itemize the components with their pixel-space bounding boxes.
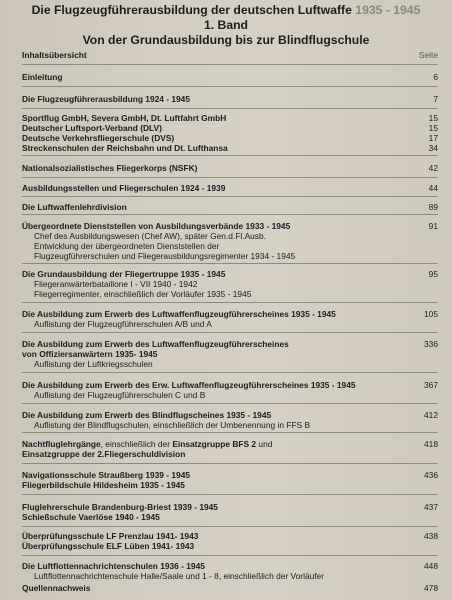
entry-title: Deutsche Verkehrsfliegerschule (DVS) (22, 133, 175, 143)
entry-page: 436 (424, 470, 438, 480)
entry-subtitle: Auflistung der Flugzeugführerschulen C und B (34, 390, 206, 400)
entry-title: Sportflug GmbH, Severa GmbH, Dt. Luftfahrt GmbH (22, 113, 227, 123)
document-header (0, 0, 452, 48)
entry-page: 15 (428, 113, 438, 123)
divider (22, 196, 438, 197)
entry-title: Fliegerbildschule Hildesheim 1935 - 1945 (22, 480, 185, 490)
entry-page: 418 (424, 439, 438, 449)
divider (22, 372, 438, 373)
entry-page: 42 (428, 163, 438, 173)
entry-title: Einleitung (22, 72, 63, 82)
entry-page: 448 (424, 561, 438, 571)
entry-title: Die Grundausbildung der Fliegertruppe 1935 - 1945 (22, 269, 226, 279)
entry-subtitle: Chef des Ausbildungswesen (Chef AW), später Gen.d.Fl.Ausb. (34, 231, 266, 241)
entry-page: 336 (424, 339, 438, 349)
entry-title: Die Luftflottennachrichtenschulen 1936 - 1945 (22, 561, 205, 571)
entry-title-normal: und (256, 439, 273, 449)
entry-title: Einsatzgruppe der 2.Fliegerschuldivision (22, 449, 186, 459)
divider (22, 64, 438, 65)
entry-title: Die Ausbildung zum Erwerb des Luftwaffenflugzeugführerscheines 1935 - 1945 (22, 309, 336, 319)
divider (22, 463, 438, 464)
entry-page: 17 (428, 133, 438, 143)
divider (22, 214, 438, 215)
entry-title: Die Flugzeugführerausbildung 1924 - 1945 (22, 94, 191, 104)
divider (22, 432, 438, 433)
entry-title: Nationalsozialistisches Fliegerkorps (NSFK) (22, 163, 198, 173)
entry-title: Navigationsschule Straußberg 1939 - 1945 (22, 470, 191, 480)
entry-page: 105 (424, 309, 438, 319)
entry-title-bold: Einsatzgruppe BFS 2 (172, 439, 257, 449)
entry-title: Die Luftwaffenlehrdivision (22, 202, 127, 212)
entry-title (22, 439, 408, 449)
entry-subtitle: Entwicklung der übergeordneten Dienststellen der (34, 241, 220, 251)
toc-page-label: Seite (418, 50, 438, 60)
entry-title: Deutscher Luftsport-Verband (DLV) (22, 123, 162, 133)
entry-page: 478 (424, 583, 438, 593)
entry-page: 367 (424, 380, 438, 390)
header-years: 1935 - 1945 (355, 3, 421, 17)
divider (22, 494, 438, 495)
entry-page: 7 (433, 94, 438, 104)
entry-title-bold: Nachtfluglehrgänge (22, 439, 101, 449)
entry-page: 438 (424, 531, 438, 541)
entry-subtitle: Auflistung der Blindflugschulen, einschließlich der Umbenennung in FFS B (34, 420, 311, 430)
entry-title: Streckenschulen der Reichsbahn und Dt. Lufthansa (22, 143, 228, 153)
divider (22, 302, 438, 303)
divider (22, 108, 438, 109)
toc-title: Inhaltsübersicht (22, 50, 87, 60)
entry-subtitle: Auflistung der Flugzeugführerschulen A/B und A (34, 319, 212, 329)
divider (22, 555, 438, 556)
entry-page: 95 (428, 269, 438, 279)
entry-title: Überprüfungsschule ELF Lüben 1941- 1943 (22, 541, 195, 551)
entry-title: Übergeordnete Dienststellen von Ausbildungsverbände 1933 - 1945 (22, 221, 291, 231)
entry-subtitle: Flugzeugführerschulen und Fliegerausbildungsregimenter 1934 - 1945 (34, 251, 296, 261)
entry-title: Überprüfungsschule LF Prenzlau 1941- 1943 (22, 531, 199, 541)
entry-subtitle: Fliegeranwärterbataillone I - VII 1940 - 1942 (34, 279, 198, 289)
entry-subtitle: Fliegerregimenter, einschließlich der Vorläufer 1935 - 1945 (34, 289, 252, 299)
entry-page: 437 (424, 502, 438, 512)
entry-page: 34 (428, 143, 438, 153)
header-title: Die Flugzeugführerausbildung der deutschen Luftwaffe (31, 3, 352, 17)
entry-title: Quellennachweis (22, 583, 91, 593)
header-subtitle: Von der Grundausbildung bis zur Blindflugschule (82, 33, 370, 47)
divider (22, 177, 438, 178)
entry-title: Die Ausbildung zum Erwerb des Blindflugscheines 1935 - 1945 (22, 410, 272, 420)
entry-title: Die Ausbildung zum Erwerb des Erw. Luftwaffenflugzeugführerscheines 1935 - 1945 (22, 380, 356, 390)
entry-page: 91 (428, 221, 438, 231)
entry-title: von Offiziersanwärtern 1935- 1945 (22, 349, 158, 359)
entry-title-normal: , einschließlich der (100, 439, 173, 449)
entry-page: 412 (424, 410, 438, 420)
divider (22, 86, 438, 87)
entry-page: 89 (428, 202, 438, 212)
header-volume: 1. Band (203, 18, 249, 32)
divider (22, 263, 438, 264)
entry-page: 15 (428, 123, 438, 133)
divider (22, 526, 438, 527)
entry-title: Die Ausbildung zum Erwerb des Luftwaffenflugzeugführerscheines (22, 339, 289, 349)
entry-subtitle: Luftflottennachrichtenschule Halle/Saale und 1 - 8, einschließlich der Vorläufer (34, 571, 325, 581)
entry-page: 44 (428, 183, 438, 193)
entry-title: Schießschule Vaerlöse 1940 - 1945 (22, 512, 160, 522)
entry-title: Ausbildungsstellen und Fliegerschulen 1924 - 1939 (22, 183, 226, 193)
table-of-contents (22, 50, 438, 600)
entry-subtitle: Auflistung der Luftkriegsschulen (34, 359, 153, 369)
divider (22, 155, 438, 156)
entry-title: Fluglehrerschule Brandenburg-Briest 1939 - 1945 (22, 502, 218, 512)
entry-page: 6 (433, 72, 438, 82)
divider (22, 332, 438, 333)
divider (22, 403, 438, 404)
header-title-line (0, 3, 452, 18)
